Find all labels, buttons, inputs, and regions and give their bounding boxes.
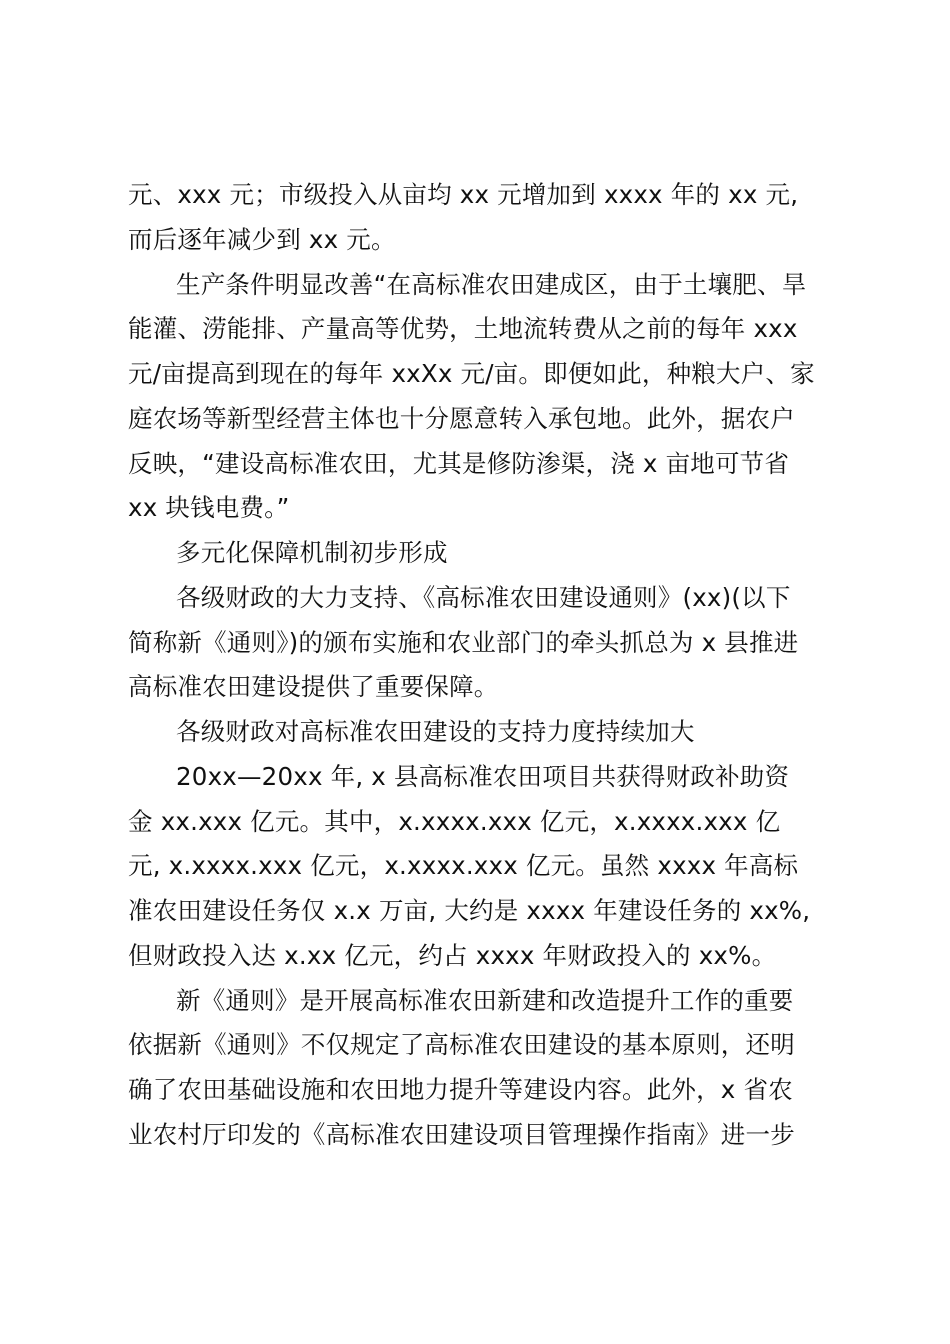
text-line: xx 块钱电费。” [128,493,290,522]
section-heading: 多元化保障机制初步形成 [176,538,448,567]
text-line: 元/亩提高到现在的每年 xxXx 元/亩。即便如此，种粮大户、家 [128,359,815,388]
text-line: 而后逐年减少到 xx 元。 [128,225,396,254]
text-line: 能灌、涝能排、产量高等优势，土地流转费从之前的每年 xxx [128,314,798,343]
section-heading: 各级财政对高标准农田建设的支持力度持续加大 [176,717,695,746]
text-line: 简称新《通则》)的颁布实施和农业部门的牵头抓总为 x 县推进 [128,628,799,657]
text-line: 确了农田基础设施和农田地力提升等建设内容。此外，x 省农 [128,1075,793,1104]
text-line: 业农村厅印发的《高标准农田建设项目管理操作指南》进一步 [128,1120,795,1149]
text-line: 反映，“建设高标准农田，尤其是修防渗渠，浇 x 亩地可节省 [128,449,790,478]
text-line: 准农田建设任务仅 x.x 万亩, 大约是 xxxx 年建设任务的 xx%, [128,896,811,925]
text-line: 20xx—20xx 年, x 县高标准农田项目共获得财政补助资 [176,762,790,791]
text-line: 新《通则》是开展高标准农田新建和改造提升工作的重要 [176,986,794,1015]
text-line: 元, x.xxxx.xxx 亿元，x.xxxx.xxx 亿元。虽然 xxxx 年高标 [128,851,799,880]
text-line: 元、xxx 元；市级投入从亩均 xx 元增加到 xxxx 年的 xx 元, [128,180,799,209]
text-line: 高标准农田建设提供了重要保障。 [128,672,499,701]
text-line: 但财政投入达 x.xx 亿元，约占 xxxx 年财政投入的 xx%。 [128,941,777,970]
text-line: 庭农场等新型经营主体也十分愿意转入承包地。此外，据农户 [128,404,795,433]
text-line: 各级财政的大力支持、《高标准农田建设通则》(xx)(以下 [176,583,791,612]
text-line: 金 xx.xxx 亿元。其中，x.xxxx.xxx 亿元，x.xxxx.xxx 亿 [128,807,781,836]
text-line: 生产条件明显改善“在高标准农田建成区，由于土壤肥、旱 [176,270,807,299]
text-line: 依据新《通则》不仅规定了高标准农田建设的基本原则，还明 [128,1030,795,1059]
